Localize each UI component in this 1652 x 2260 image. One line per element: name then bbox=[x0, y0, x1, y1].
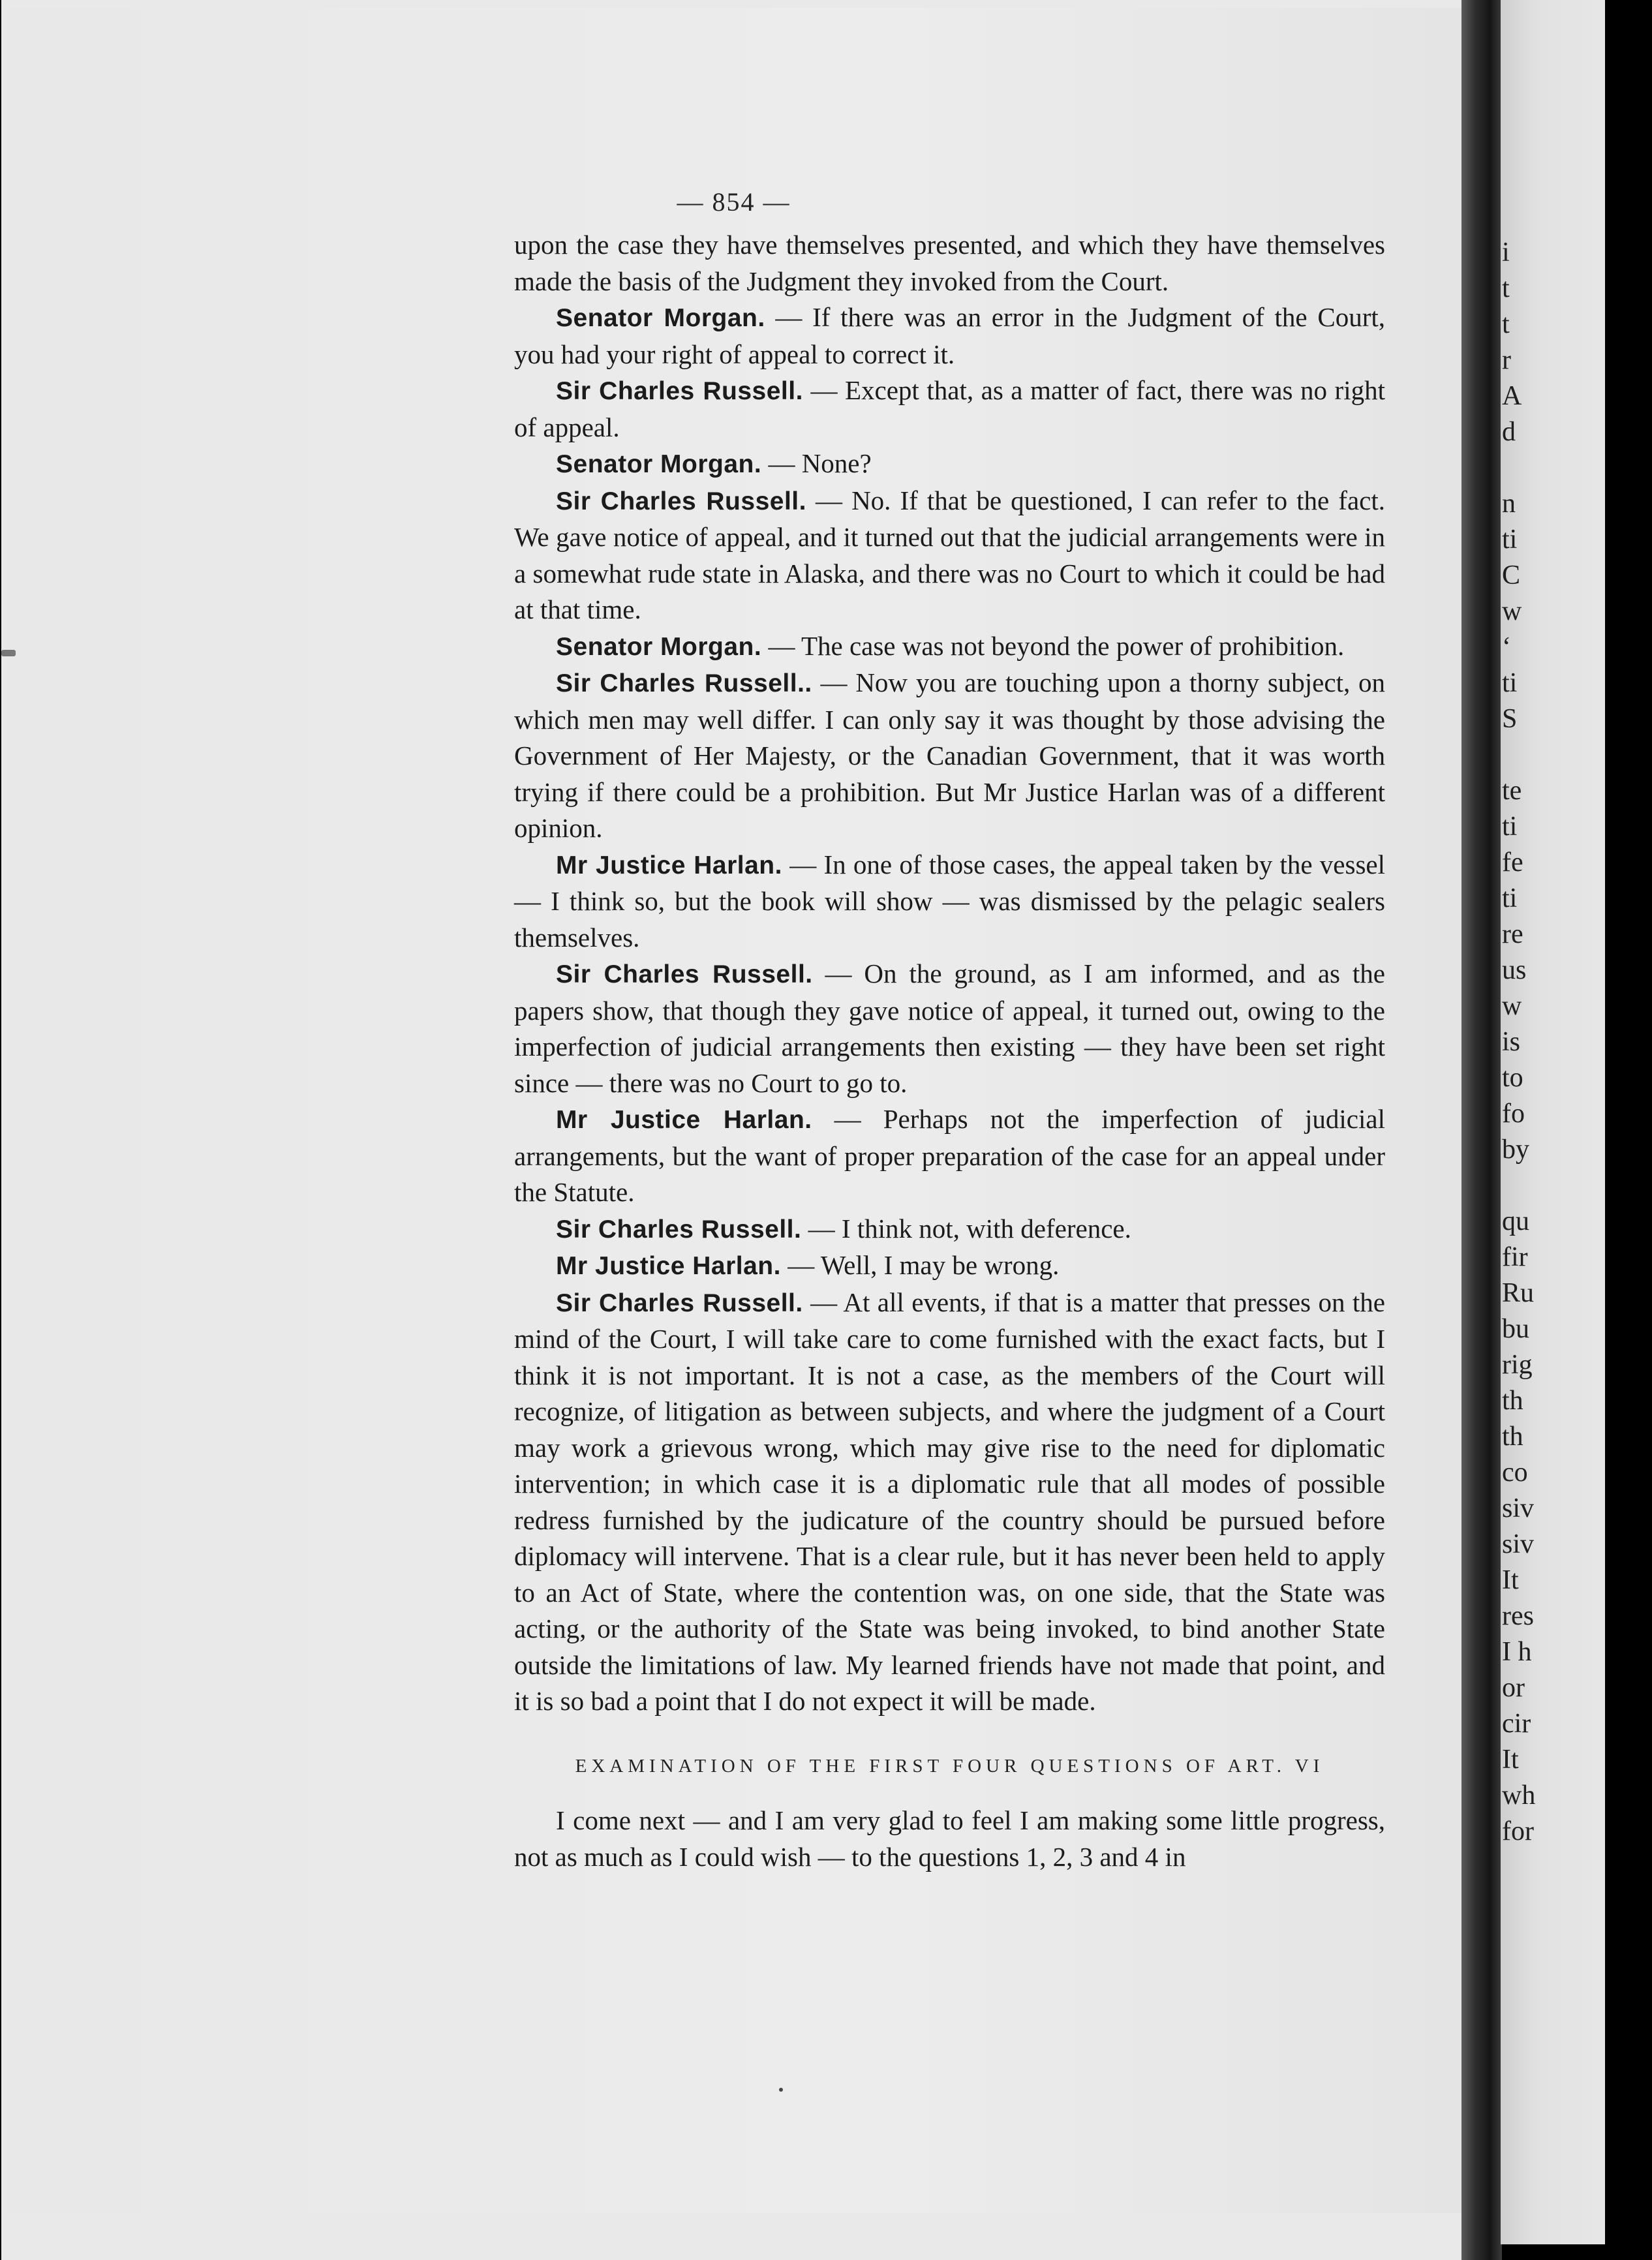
facing-line: rig bbox=[1502, 1350, 1533, 1380]
paragraph bbox=[514, 446, 1385, 483]
facing-line bbox=[1502, 450, 1606, 486]
facing-line: fir bbox=[1502, 1242, 1528, 1272]
facing-line: I h bbox=[1502, 1637, 1532, 1667]
speaker-name: Mr Justice Harlan. bbox=[556, 1252, 781, 1280]
speaker-name: Senator Morgan. bbox=[556, 304, 765, 332]
speaker-name: Mr Justice Harlan. bbox=[556, 851, 782, 879]
facing-line: cir bbox=[1502, 1709, 1531, 1739]
paragraph-text: — At all events, if that is a matter that presses on the mind of the Court, I will take care to come furnished with the exact facts, but I think it is not important. It is not a case, as the members of the Court will recognize, of litigation as between subjects, and where the judgment of a Court may work a grievous wrong, which may give rise to the need for diplomatic intervention; in which case it is a diplomatic rule that all modes of possible redress furnished by the judicature of the country should be pursued before diplomacy will intervene. That is a clear rule, but it has never been held to apply to an Act of State, where the contention was, on one side, that the State was acting, or the authority of the State was being invoked, to bind another State outside the limitations of law. My learned friends have not made that point, and it is so bad a point that I do not expect it will be made. bbox=[514, 1287, 1385, 1716]
facing-line: fe bbox=[1502, 848, 1523, 878]
facing-line: is bbox=[1502, 1027, 1521, 1057]
facing-line: t bbox=[1502, 309, 1510, 339]
paragraph bbox=[514, 1101, 1385, 1211]
speaker-name: Sir Charles Russell.. bbox=[556, 669, 812, 697]
speaker-name: Senator Morgan. bbox=[556, 450, 762, 478]
facing-line: bu bbox=[1502, 1314, 1529, 1344]
paragraph-text: — Well, I may be wrong. bbox=[780, 1250, 1060, 1280]
facing-line: res bbox=[1502, 1601, 1534, 1631]
paragraph-text: — Perhaps not the imperfection of judicial arrangements, but the want of proper preparation of the case for an appeal under the Statute. bbox=[514, 1104, 1385, 1207]
paragraph-text: upon the case they have themselves presented, and which they have themselves made the basis of the Judgment they invoked from the Court. bbox=[514, 230, 1385, 296]
facing-line: re bbox=[1502, 919, 1523, 949]
facing-line: for bbox=[1502, 1816, 1534, 1846]
facing-line: wh bbox=[1502, 1780, 1536, 1810]
section-heading: EXAMINATION OF THE FIRST FOUR QUESTIONS OF ART. VI bbox=[575, 1755, 1324, 1777]
facing-line: It bbox=[1502, 1745, 1519, 1775]
facing-line: ‘ bbox=[1502, 632, 1511, 662]
speaker-name: Sir Charles Russell. bbox=[556, 1215, 802, 1244]
facing-line: A bbox=[1502, 381, 1522, 411]
paragraph bbox=[514, 1285, 1385, 1720]
paragraph-text: — In one of those cases, the appeal taken by the vessel — I think so, but the book will show — was dismissed by the pelagic sealers themselves. bbox=[514, 849, 1385, 953]
page-body bbox=[514, 227, 1385, 1875]
speaker-name: Sir Charles Russell. bbox=[556, 377, 803, 405]
facing-line: siv bbox=[1502, 1529, 1535, 1559]
speaker-name: Sir Charles Russell. bbox=[556, 960, 813, 988]
facing-line: ti bbox=[1502, 668, 1518, 698]
facing-line: i bbox=[1502, 237, 1510, 267]
facing-line: t bbox=[1502, 273, 1510, 303]
facing-line: fo bbox=[1502, 1099, 1525, 1129]
paragraph-text: — None? bbox=[761, 448, 872, 478]
paragraph bbox=[514, 628, 1385, 665]
facing-line: co bbox=[1502, 1458, 1528, 1488]
scan-speck bbox=[1, 650, 16, 656]
scanned-spread bbox=[1, 0, 1502, 2260]
facing-line: to bbox=[1502, 1063, 1523, 1093]
speaker-name: Senator Morgan. bbox=[556, 632, 762, 661]
paragraph-text: — Except that, as a matter of fact, there was no right of appeal. bbox=[514, 375, 1385, 442]
facing-line: by bbox=[1502, 1135, 1529, 1165]
paragraph-text: — On the ground, as I am informed, and as the papers show, that though they gave notice of appeal, it turned out, owing to the imperfection of judicial arrangements then existing — they have been set right since — there was no Court to go to. bbox=[514, 958, 1385, 1098]
facing-line: ti bbox=[1502, 883, 1518, 913]
paragraph bbox=[514, 956, 1385, 1101]
paragraph bbox=[514, 665, 1385, 847]
facing-line: us bbox=[1502, 955, 1527, 985]
facing-line: w bbox=[1502, 991, 1522, 1021]
paragraph bbox=[514, 227, 1385, 299]
facing-line: C bbox=[1502, 560, 1521, 590]
paragraph-text: — If there was an error in the Judgment of the Court, you had your right of appeal to correct it. bbox=[514, 302, 1385, 369]
facing-line: th bbox=[1502, 1422, 1523, 1452]
speaker-name: Mr Justice Harlan. bbox=[556, 1106, 812, 1134]
paragraph bbox=[514, 1247, 1385, 1285]
facing-line: ti bbox=[1502, 525, 1518, 555]
facing-line: te bbox=[1502, 776, 1522, 806]
book-gutter bbox=[1461, 0, 1502, 2260]
facing-line: S bbox=[1502, 704, 1518, 734]
page-number: — 854 — bbox=[677, 187, 791, 217]
paragraph-text: — The case was not beyond the power of prohibition. bbox=[761, 630, 1345, 661]
facing-line bbox=[1502, 1168, 1606, 1204]
paragraph-text: — No. If that be questioned, I can refer to the fact. We gave notice of appeal, and it turned out that the judicial arrangements were in a somewhat rude state in Alaska, and there was no Court to which it could be had at that time. bbox=[514, 485, 1385, 624]
paragraph bbox=[514, 1211, 1385, 1248]
paragraph-text: — Now you are touching upon a thorny subject, on which men may well differ. I can only say it was thought by those advising the Government of Her Majesty, or the Canadian Government, that it was worth trying if there could be a prohibition. But Mr Justice Harlan was of a different opinion. bbox=[514, 667, 1385, 843]
closing-paragraph: I come next — and I am very glad to feel I am making some little progress, not as much as I could wish — to the questions 1, 2, 3 and 4 in bbox=[514, 1805, 1385, 1872]
facing-line: Ru bbox=[1502, 1278, 1535, 1308]
facing-line: th bbox=[1502, 1386, 1523, 1416]
facing-line: or bbox=[1502, 1673, 1525, 1703]
facing-page-text bbox=[1502, 235, 1606, 1850]
facing-line: w bbox=[1502, 596, 1522, 626]
facing-line: r bbox=[1502, 345, 1511, 375]
speaker-name: Sir Charles Russell. bbox=[556, 487, 806, 515]
facing-line: siv bbox=[1502, 1493, 1535, 1523]
paragraph bbox=[514, 483, 1385, 628]
scan-border bbox=[1605, 0, 1652, 2260]
facing-line: n bbox=[1502, 489, 1516, 519]
paragraph bbox=[514, 373, 1385, 446]
paragraph bbox=[514, 847, 1385, 956]
facing-line: d bbox=[1502, 417, 1516, 447]
facing-line: It bbox=[1502, 1565, 1519, 1595]
facing-line: qu bbox=[1502, 1206, 1529, 1236]
speaker-name: Sir Charles Russell. bbox=[556, 1289, 803, 1317]
ink-dot bbox=[779, 2088, 783, 2092]
paragraph bbox=[514, 299, 1385, 373]
facing-line: ti bbox=[1502, 812, 1518, 842]
paragraph-text: — I think not, with deference. bbox=[801, 1213, 1131, 1244]
facing-line bbox=[1502, 737, 1606, 773]
